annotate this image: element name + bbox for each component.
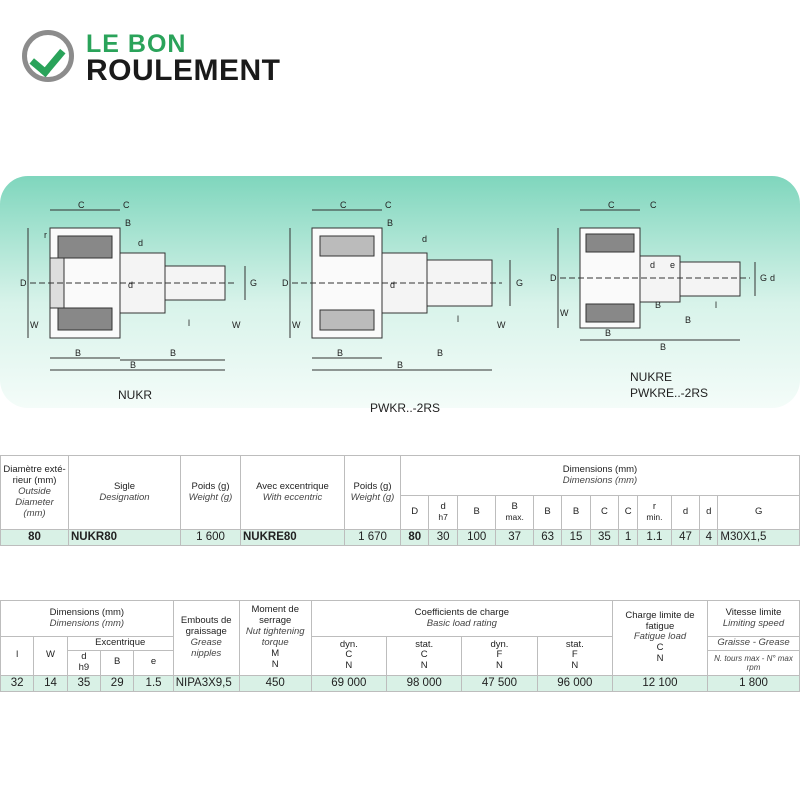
dim-col-label: C (600, 506, 608, 518)
dim-col-5 (562, 496, 590, 530)
dim-col-label: C (624, 506, 632, 518)
dim-d: D (20, 278, 27, 288)
load-value: 98 000 (387, 675, 462, 691)
load-value: 1.5 (134, 675, 173, 691)
dim-b: B (397, 360, 404, 370)
logo-line2: ROULEMENT (86, 54, 281, 87)
dim-w2: W (497, 320, 506, 330)
load-value: 12 100 (613, 675, 708, 691)
dim-de: d (770, 273, 776, 283)
h-n4: N (571, 660, 579, 672)
pwkr-drawing (282, 198, 532, 378)
dim-col-label: B (572, 506, 580, 518)
dim-col-sub: h7 (438, 512, 448, 523)
logo-line1: LE BON (86, 30, 187, 58)
dim-col-label: B (473, 506, 480, 518)
dim-d3: d (138, 238, 144, 248)
h-dyn1: dyn. (339, 638, 358, 650)
h-vit-en: Limiting speed (722, 617, 785, 629)
cell-diam: 80 (1, 530, 69, 546)
dim-lg: l (715, 300, 717, 310)
dim-d3: d (422, 234, 428, 244)
h-mom: Moment de serrage (251, 604, 299, 627)
h-dims: Dimensions (mm) (562, 463, 638, 475)
dim-d: D (282, 278, 289, 288)
dim-value: 47 (671, 530, 699, 546)
load-value: 1 800 (708, 675, 800, 691)
load-value: 450 (239, 675, 311, 691)
h-poids2-en: Weight (g) (350, 491, 395, 503)
h-poids2: Poids (g) (353, 480, 392, 492)
h-fat: Charge limite de fatigue (625, 609, 695, 632)
h-nm: N (271, 658, 279, 670)
dim-col-label: r (652, 501, 657, 513)
h-diam-en: Outside Diameter (mm) (15, 486, 54, 519)
dim-c1: C (123, 200, 130, 210)
h-frper: F (496, 649, 503, 661)
dim-g: G (760, 273, 768, 283)
dim-col-2 (457, 496, 496, 530)
h-emb: Embouts de graissage (180, 615, 232, 637)
load-value: 14 (34, 675, 67, 691)
dim-col-3 (496, 496, 533, 530)
dim-c1: C (385, 200, 392, 210)
load-value: 47 500 (462, 675, 537, 691)
dim-b1: B (75, 348, 82, 358)
dim-c: C (608, 200, 615, 210)
caption-nukre: NUKRE (630, 370, 673, 384)
nukre-drawing (550, 198, 780, 358)
dim-col-0 (401, 496, 429, 530)
h-vit: Vitesse limite (725, 606, 782, 618)
dim-value: 35 (590, 530, 618, 546)
dim-col-6 (590, 496, 618, 530)
dim-d1: d (390, 280, 396, 290)
dim-value: 15 (562, 530, 590, 546)
dim-w2: W (232, 320, 241, 330)
h-be: B (101, 650, 134, 675)
h-exc: Avec excentrique (256, 480, 329, 492)
dim-value: 1 (619, 530, 638, 546)
dim-value: 80 (401, 530, 429, 546)
dim-col-1 (429, 496, 457, 530)
dim-e: e (670, 260, 676, 270)
load-value: 35 (67, 675, 100, 691)
dim-col-label: d (682, 506, 689, 518)
dim-w: W (292, 320, 301, 330)
h-diam: Diamètre exté-rieur (mm) (3, 464, 66, 487)
h-ma: M (271, 647, 280, 659)
dim-be: B (655, 300, 662, 310)
load-value: 32 (1, 675, 34, 691)
h-stat1: stat. (415, 638, 434, 650)
h-sigle-en: Designation (99, 491, 150, 503)
h-n1: N (345, 660, 353, 672)
h-sigle: Sigle (113, 480, 136, 492)
bearing-check-icon (22, 30, 74, 82)
dim-w: W (30, 320, 39, 330)
dim-c: C (78, 200, 85, 210)
load-value: 96 000 (537, 675, 612, 691)
dim-b1: B (337, 348, 344, 358)
dim-c1: C (650, 200, 657, 210)
h2-dims-en: Dimensions (mm) (49, 617, 125, 629)
h-ex: Excentrique (67, 637, 173, 651)
dim-value: 63 (533, 530, 561, 546)
dim-col-10 (700, 496, 718, 530)
h2-dims: Dimensions (mm) (49, 606, 125, 618)
h-de-sub: h9 (78, 661, 90, 673)
h-e: e (134, 650, 173, 675)
dim-b1: B (605, 328, 612, 338)
cell-exc: NUKRE80 (241, 530, 345, 546)
dim-w: W (560, 308, 569, 318)
dim-c: C (340, 200, 347, 210)
caption-pwkre: PWKRE..-2RS (630, 386, 709, 400)
dim-col-label: B (544, 506, 551, 518)
load-value: NIPA3X9,5 (173, 675, 239, 691)
dim-col-11 (718, 496, 800, 530)
h-cu: C (656, 642, 664, 654)
h-lg: l (1, 637, 34, 676)
dim-g: G (516, 278, 524, 288)
dim-value: 1.1 (638, 530, 672, 546)
dim-b: B (660, 342, 667, 352)
h-dyn2: dyn. (490, 638, 509, 650)
load-value: 29 (101, 675, 134, 691)
h-dims-en: Dimensions (mm) (562, 474, 638, 486)
dim-b: B (130, 360, 137, 370)
dimensions-load-table (0, 600, 800, 692)
dim-value: 100 (457, 530, 496, 546)
dim-value: 30 (429, 530, 457, 546)
dim-b2: B (437, 348, 444, 358)
dim-col-8 (638, 496, 672, 530)
dim-value: 4 (700, 530, 718, 546)
caption-nukr: NUKR (118, 388, 153, 402)
dim-b2: B (170, 348, 177, 358)
h-poids-en: Weight (g) (188, 491, 233, 503)
h-crw: C (345, 649, 353, 661)
h-c0rw: C (420, 649, 428, 661)
h-grease: Graisse - Grease (708, 637, 800, 651)
dim-g: G (250, 278, 258, 288)
dim-lg: l (188, 318, 190, 328)
logo (22, 28, 322, 88)
dim-col-label: d (440, 501, 446, 513)
h-fat-n: N (656, 653, 664, 665)
h-stat2: stat. (565, 638, 584, 650)
dim-b3: B (387, 218, 394, 228)
dim-col-4 (533, 496, 561, 530)
h-emb-en: Grease nipples (190, 636, 222, 659)
h-ntours: N. tours max - N° max rpm (708, 650, 800, 675)
dim-col-label: B (511, 501, 518, 513)
cell-poids: 1 600 (181, 530, 241, 546)
cell-sigle: NUKR80 (69, 530, 181, 546)
dim-col-sub: max. (505, 512, 524, 523)
h-de: d (81, 650, 87, 662)
h-n3: N (496, 660, 503, 672)
dim-col-label: G (755, 506, 763, 518)
dim-d1: d (128, 280, 134, 290)
dim-col-7 (619, 496, 638, 530)
cell-poids2: 1 670 (345, 530, 401, 546)
dim-d2: d (650, 260, 656, 270)
dim-value: 37 (496, 530, 533, 546)
technical-drawings-panel (0, 176, 800, 415)
h-f0rper: F (571, 649, 578, 661)
designation-table (0, 455, 800, 546)
dim-value: M30X1,5 (718, 530, 800, 546)
load-value: 69 000 (311, 675, 386, 691)
dim-col-label: d (706, 506, 712, 518)
dim-b2: B (685, 315, 692, 325)
dim-col-sub: min. (646, 512, 663, 523)
h-exc-en: With eccentric (262, 491, 323, 503)
h-coef: Coefficients de charge (414, 606, 510, 618)
h-coef-en: Basic load rating (426, 617, 497, 629)
h-n2: N (420, 660, 428, 672)
dim-r: r (44, 230, 47, 240)
dim-d: D (550, 273, 557, 283)
h-mom-en: Nut tightening torque (245, 625, 305, 648)
dim-lg: l (457, 314, 459, 324)
nukr-drawing (20, 198, 270, 378)
h-fat-en: Fatigue load (633, 631, 687, 643)
h-poids: Poids (g) (191, 480, 230, 492)
dim-col-9 (671, 496, 699, 530)
caption-pwkr: PWKR..-2RS (370, 401, 441, 415)
dim-col-label: D (411, 506, 419, 518)
dim-b3: B (125, 218, 132, 228)
h-w: W (34, 637, 67, 676)
